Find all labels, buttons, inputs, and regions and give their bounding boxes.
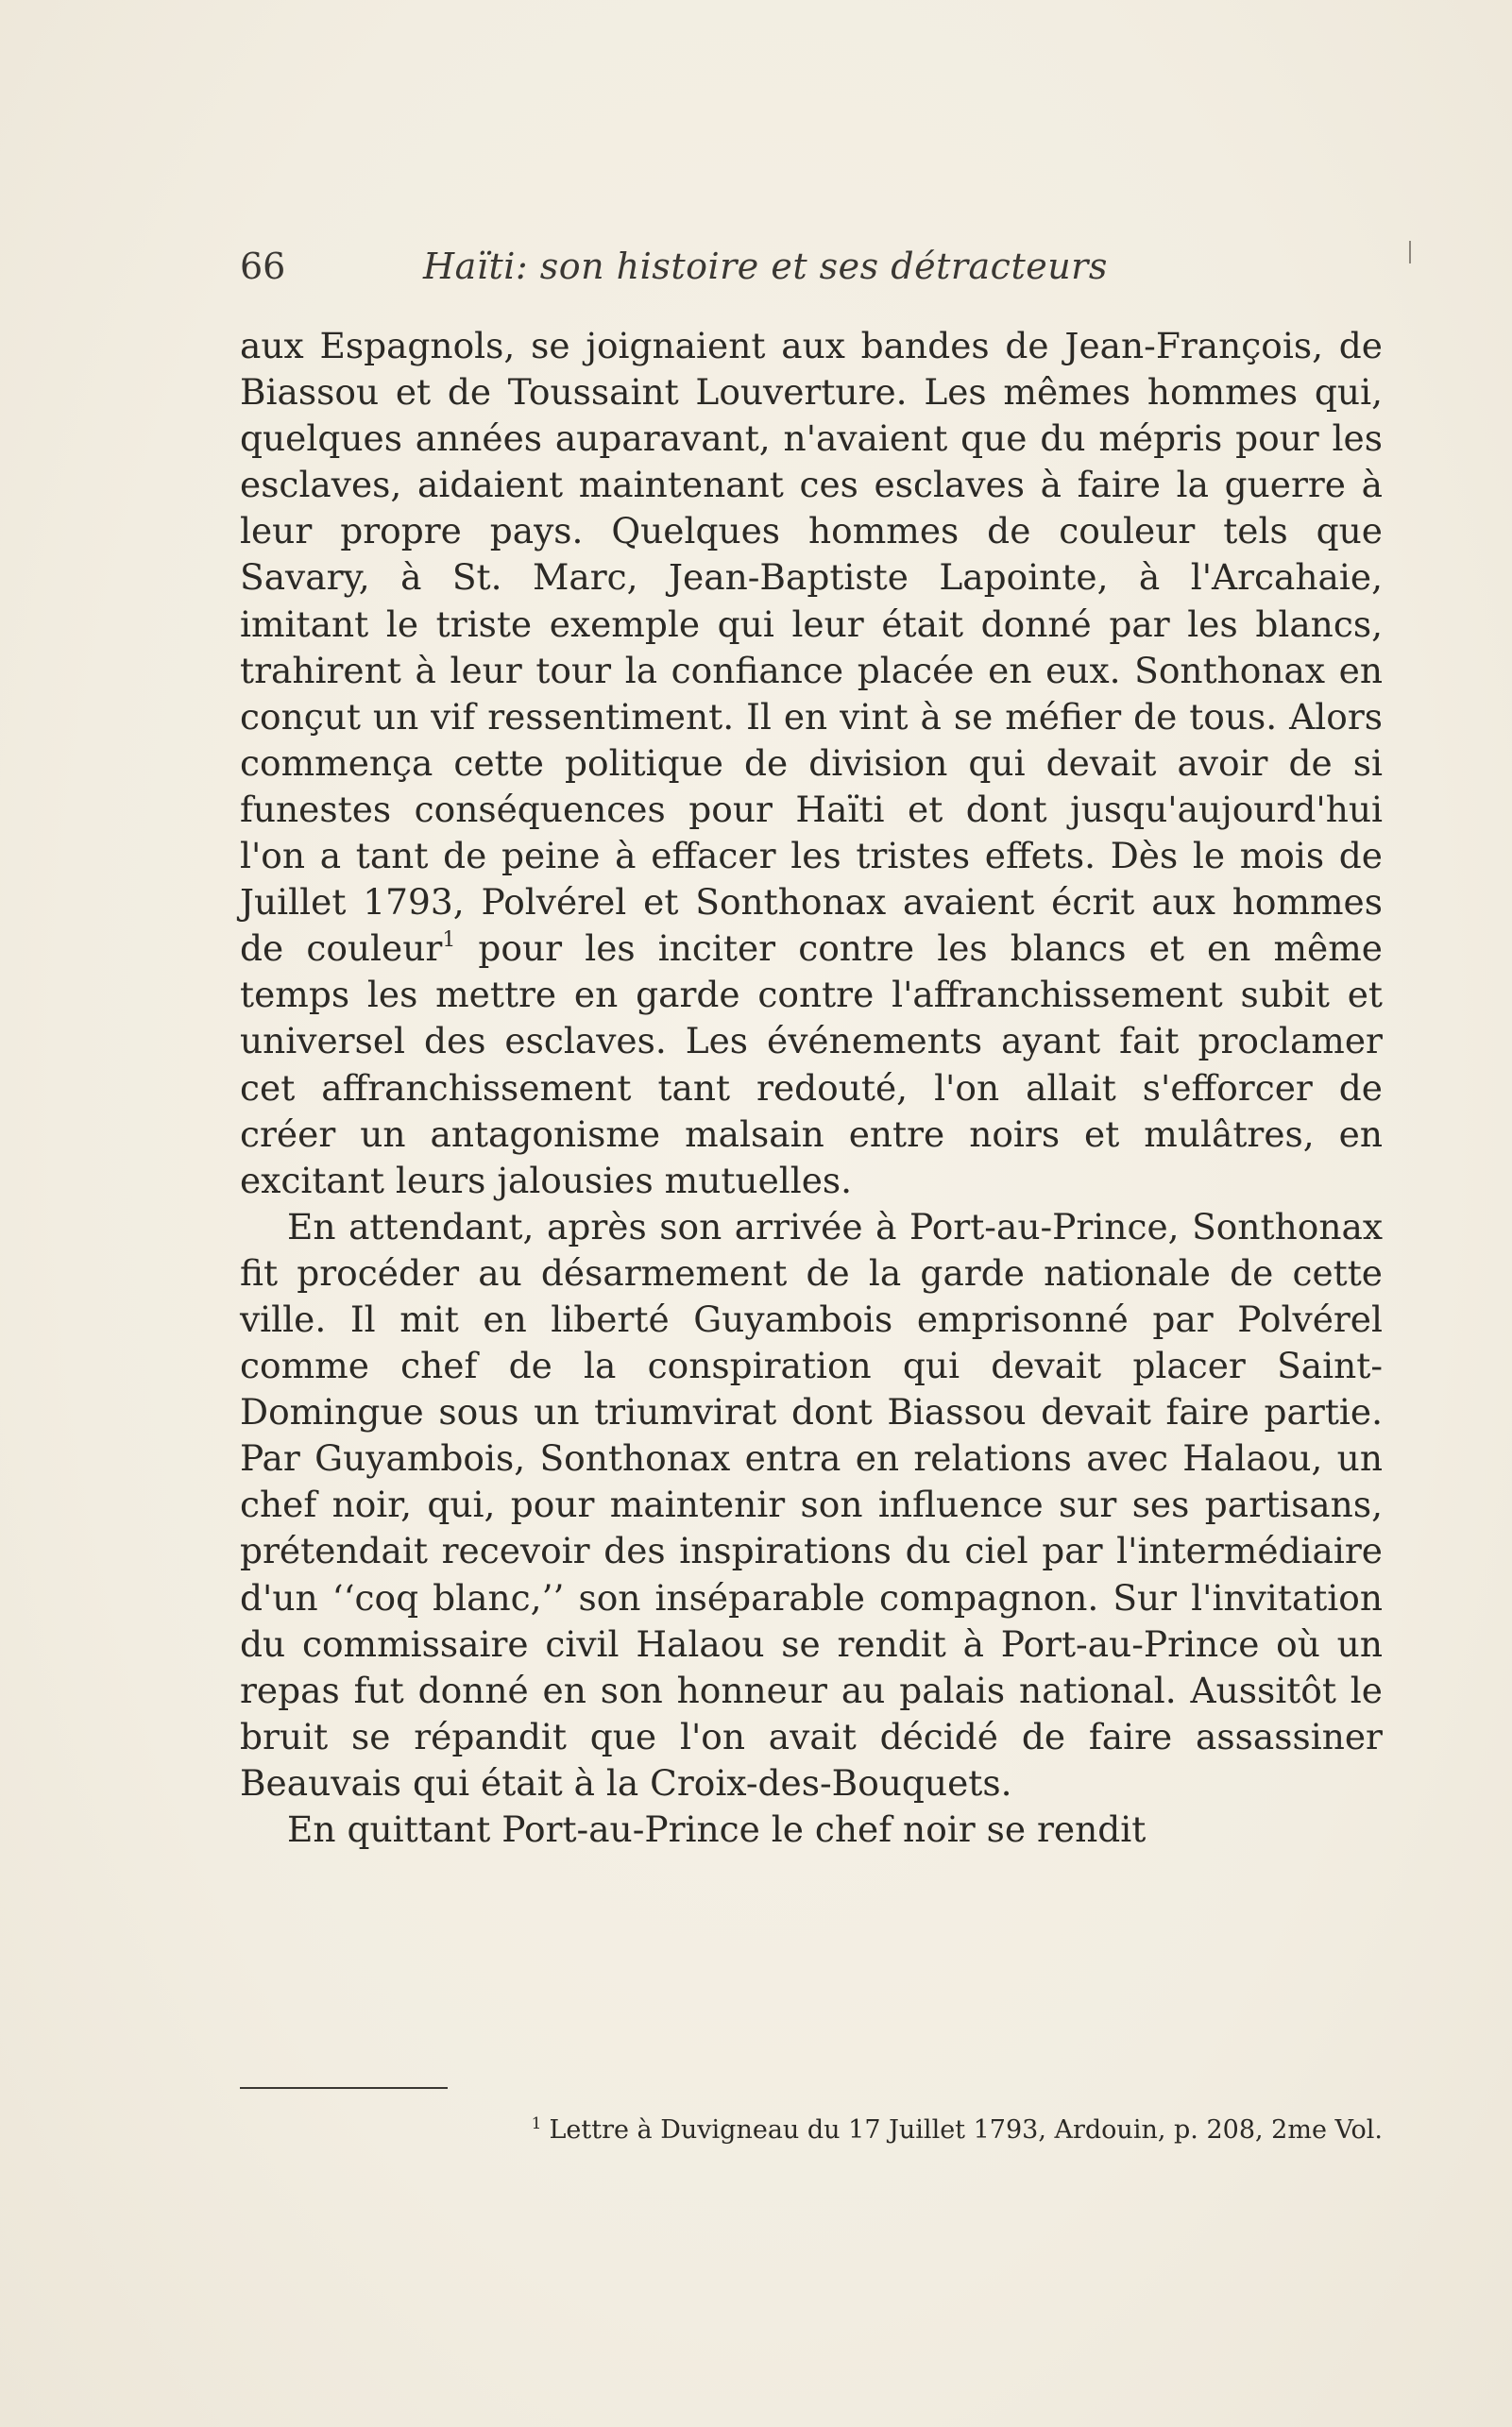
paragraph-1-text-before-note: aux Espagnols, se joignaient aux bandes de Jean-François, de Biassou et de Toussaint Louverture. Les mêmes hommes qui, quelques années auparavant, n'avaient que du mépris pour les esclaves, aidaient maintenant ces esclaves à faire la guerre à leur propre pays. Quelques hommes de couleur tels que Savary, à St. Marc, Jean-Baptiste Lapointe, à l'Arcahaie, imitant le triste exemple qui leur était donné par les blancs, trahirent à leur tour la confiance placée en eux. Sonthonax en conçut un vif ressentiment. Il en vint à se méfier de tous. Alors commença cette politique de division qui devait avoir de si funestes conséquences pour Haïti et dont jusqu'aujourd'hui l'on a tant de peine à effacer les tristes effets. Dès le mois de Juillet 1793, Polvérel et Sonthonax avaient écrit aux hommes de couleur bbox=[240, 325, 1383, 970]
footnote bbox=[240, 2112, 1383, 2149]
paragraph-1-text-after-note: pour les inciter contre les blancs et en même temps les mettre en garde contre l'affranchissement subit et universel des esclaves. Les événements ayant fait proclamer cet affranchissement tant redouté, l'on allait s'efforcer de créer un antagonisme malsain entre noirs et mulâtres, en excitant leurs jalousies mutuelles. bbox=[240, 927, 1383, 1201]
paragraph-2: En attendant, après son arrivée à Port-au-Prince, Sonthonax fit procéder au désarmement de la garde nationale de cette ville. Il mit en liberté Guyambois emprisonné par Polvérel comme chef de la conspiration qui devait placer Saint-Domingue sous un triumvirat dont Biassou devait faire partie. Par Guyambois, Sonthonax entra en relations avec Halaou, un chef noir, qui, pour maintenir son influence sur ses partisans, prétendait recevoir des inspirations du ciel par l'intermédiaire d'un ‘‘coq blanc,’’ son inséparable compagnon. Sur l'invitation du commissaire civil Halaou se rendit à Port-au-Prince où un repas fut donné en son honneur au palais national. Aussitôt le bruit se répandit que l'on avait décidé de faire assassiner Beauvais qui était à la Croix-des-Bouquets. bbox=[240, 1205, 1383, 1804]
footnote-reference: 1 bbox=[442, 928, 456, 953]
paragraph-1 bbox=[240, 323, 1383, 1204]
paragraph-3: En quittant Port-au-Prince le chef noir se rendit bbox=[287, 1808, 1147, 1850]
footnote-text: Lettre à Duvigneau du 17 Juillet 1793, Ardouin, p. 208, 2me Vol. bbox=[549, 2115, 1383, 2145]
running-head bbox=[240, 238, 1383, 295]
body-text bbox=[240, 323, 1383, 1853]
footnote-mark: 1 bbox=[531, 2114, 542, 2133]
margin-mark bbox=[1409, 241, 1411, 263]
page-number: 66 bbox=[240, 246, 286, 287]
footnote-rule bbox=[240, 2087, 448, 2089]
running-title: Haïti: son histoire et ses détracteurs bbox=[423, 246, 1108, 287]
